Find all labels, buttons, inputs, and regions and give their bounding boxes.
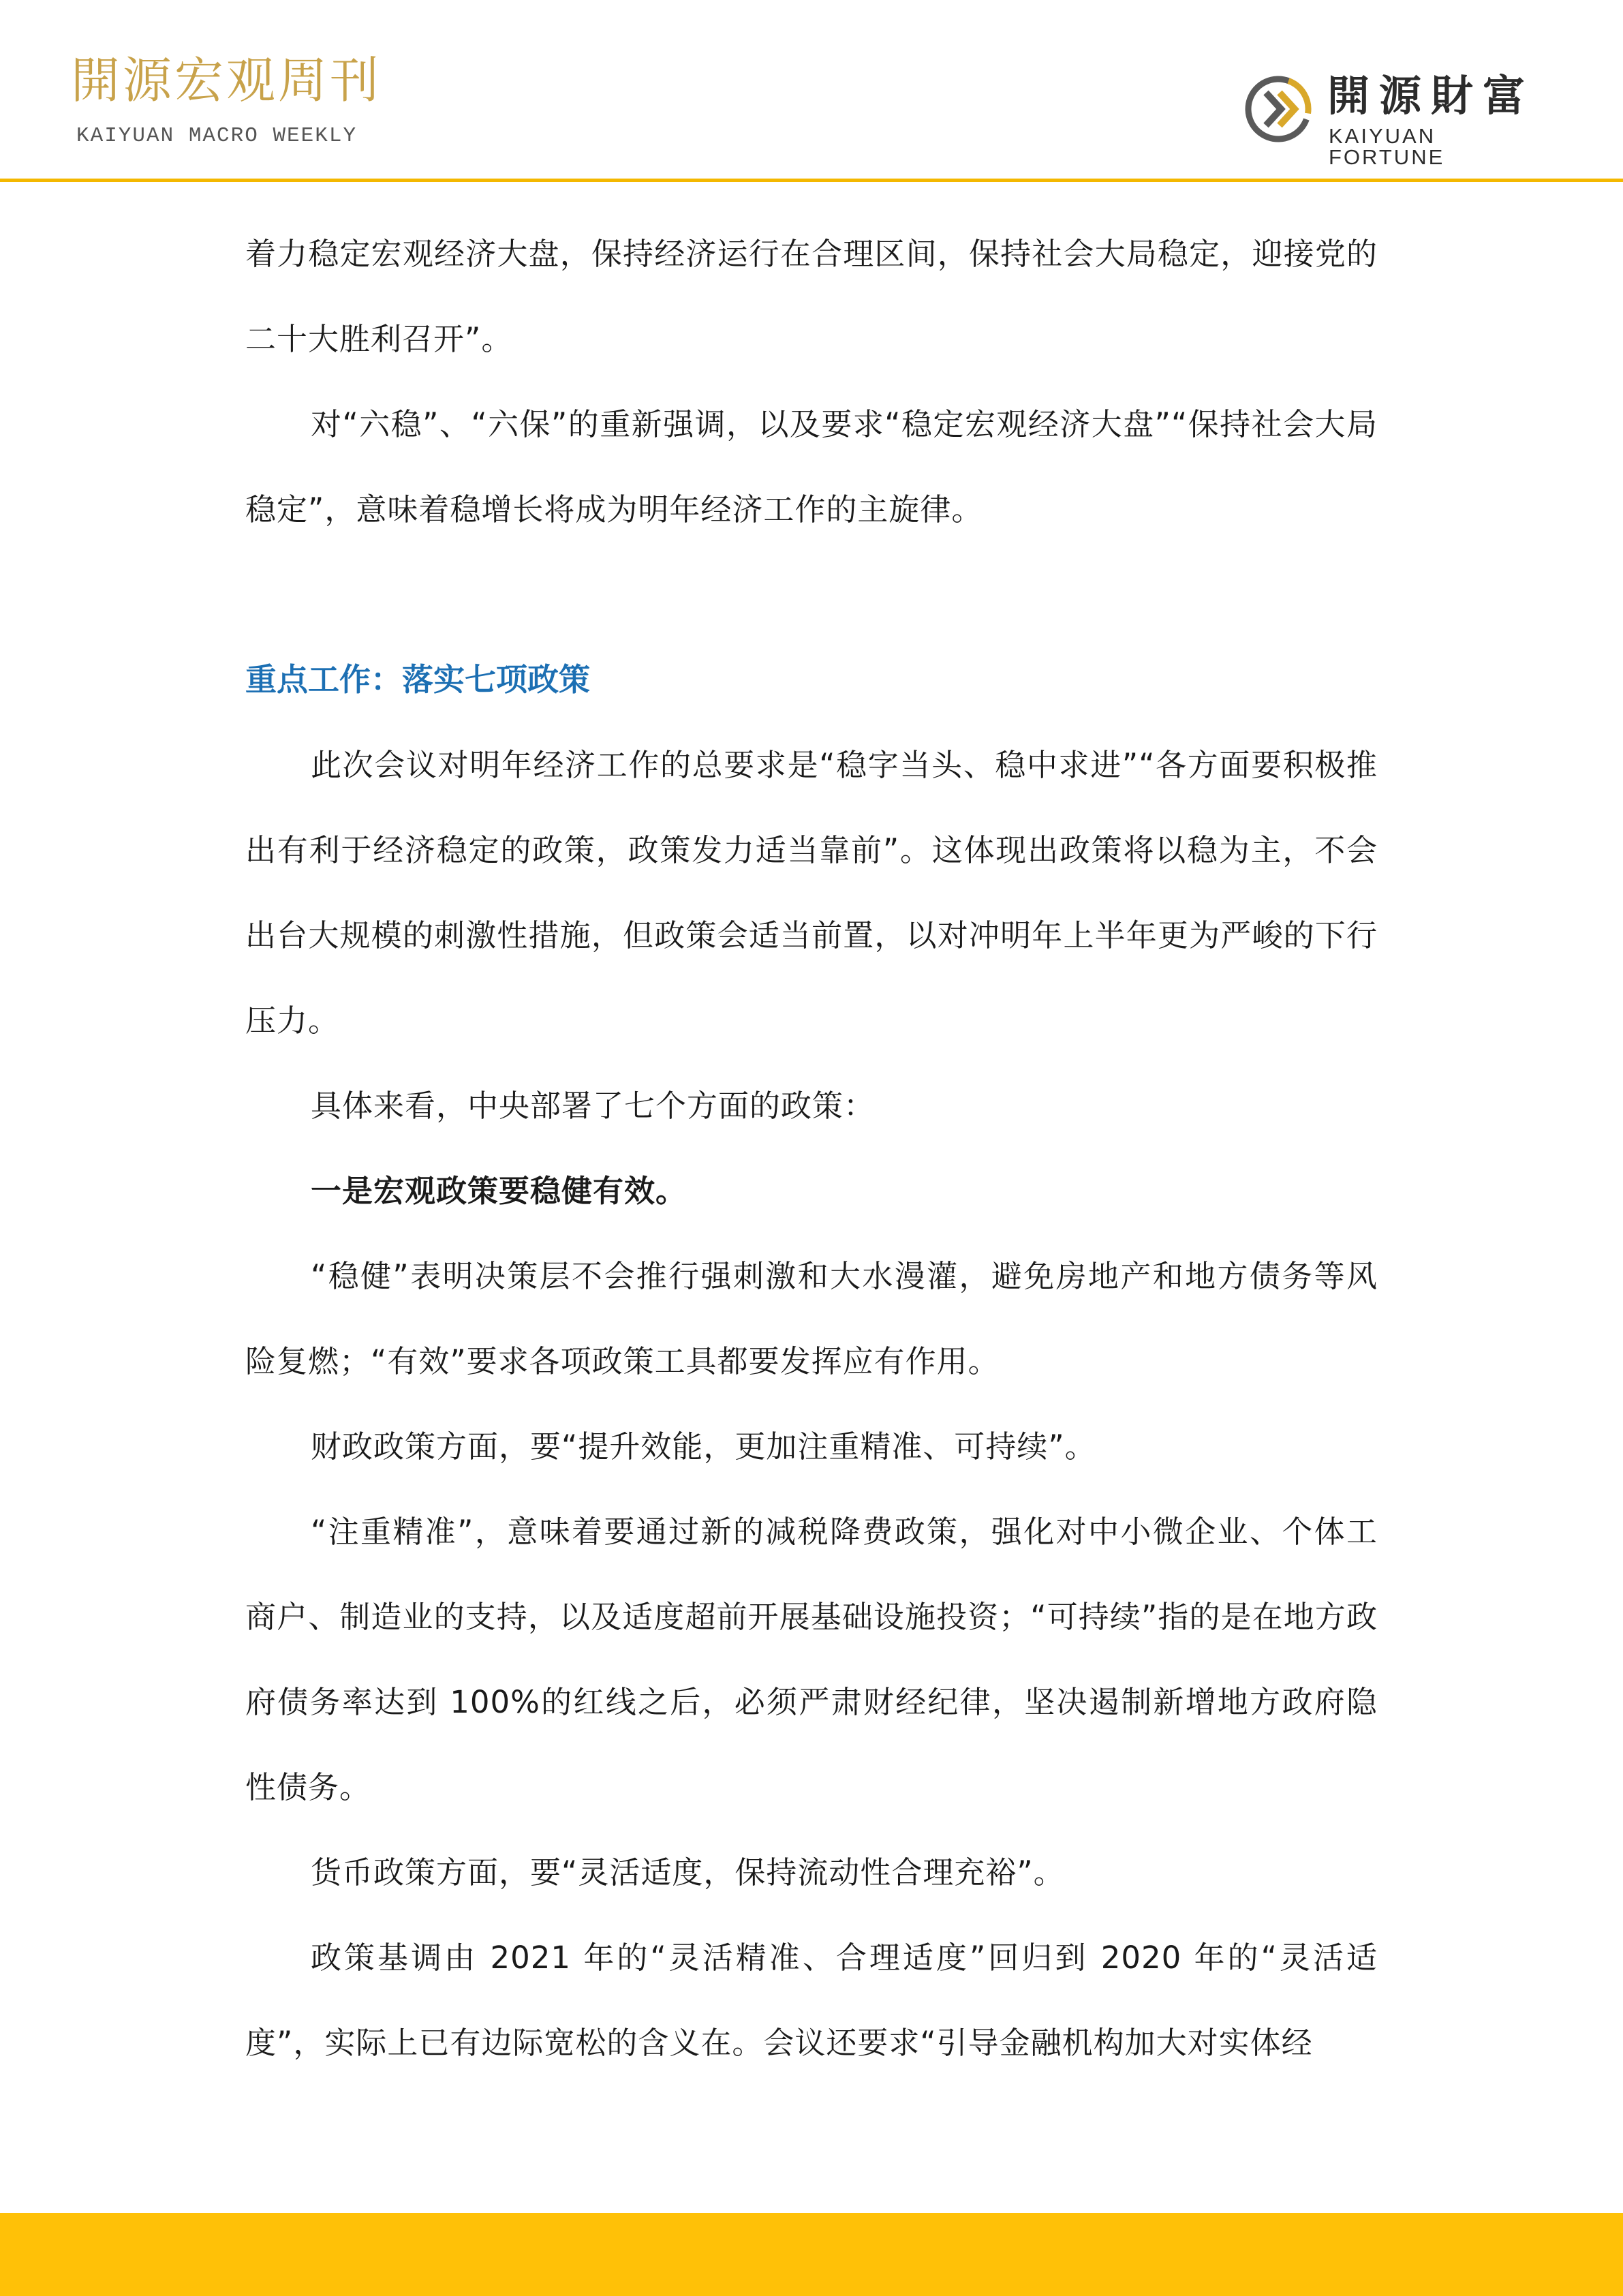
- paragraph-2: 对“六稳”、“六保”的重新强调，以及要求“稳定宏观经济大盘”“保持社会大局稳定”，意味着稳增长将成为明年经济工作的主旋律。: [245, 406, 1378, 527]
- publication-title: 開源宏观周刊: [71, 52, 382, 109]
- policy-point-heading: 一是宏观政策要稳健有效。: [311, 1173, 687, 1209]
- footer-bar: [0, 2213, 1623, 2296]
- paragraph-7: 财政政策方面，要“提升效能，更加注重精准、可持续”。: [311, 1428, 1096, 1465]
- paragraph-8: “注重精准”，意味着要通过新的减税降费政策，强化对中小微企业、个体工商户、制造业的支持，以及适度超前开展基础设施投资；“可持续”指的是在地方政府债务率达到 100%的红线之后，必须严肃财经纪律，坚决遏制新增地方政府隐性债务。: [245, 1514, 1378, 1805]
- paragraph-9: 货币政策方面，要“灵活适度，保持流动性合理充裕”。: [311, 1854, 1065, 1891]
- paragraph-4: 具体来看，中央部署了七个方面的政策：: [311, 1088, 876, 1124]
- paragraph-6: “稳健”表明决策层不会推行强刺激和大水漫灌，避免房地产和地方债务等风险复燃；“有效”要求各项政策工具都要发挥应有作用。: [245, 1258, 1378, 1379]
- logo-english-name: KAIYUAN FORTUNE: [1329, 124, 1445, 169]
- paragraph-3: 此次会议对明年经济工作的总要求是“稳字当头、稳中求进”“各方面要积极推出有利于经济稳定的政策，政策发力适当靠前”。这体现出政策将以稳为主，不会出台大规模的刺激性措施，但政策会适当前置，以对冲明年上半年更为严峻的下行压力。: [245, 747, 1378, 1039]
- publication-subtitle: KAIYUAN MACRO WEEKLY: [76, 124, 358, 148]
- kaiyuan-k-ring-icon: [1241, 72, 1315, 146]
- paragraph-1: 着力稳定宏观经济大盘，保持经济运行在合理区间，保持社会大局稳定，迎接党的二十大胜利召开”。: [245, 236, 1378, 357]
- header-divider: [0, 179, 1623, 182]
- section-heading: 重点工作：落实七项政策: [245, 661, 590, 698]
- logo-chinese-name: 開源財富: [1327, 71, 1535, 121]
- paragraph-10: 政策基调由 2021 年的“灵活精准、合理适度”回归到 2020 年的“灵活适度”，实际上已有边际宽松的含义在。会议还要求“引导金融机构加大对实体经: [245, 1940, 1378, 2061]
- article-body: [245, 211, 1378, 2085]
- paragraph-spacer: [245, 552, 1378, 637]
- page-header: [0, 0, 1623, 184]
- company-logo: [1241, 71, 1555, 169]
